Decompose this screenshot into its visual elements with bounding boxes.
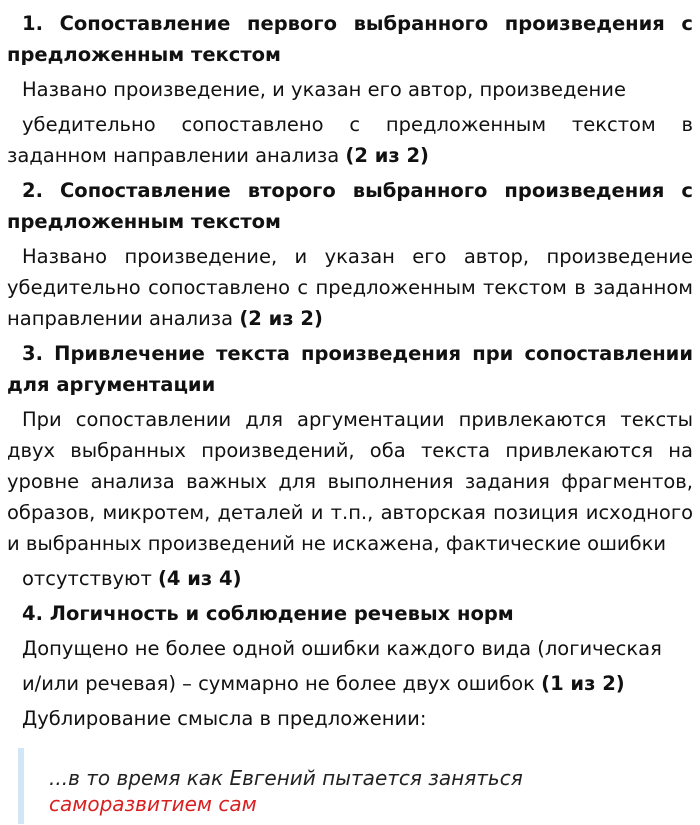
criterion-1-title: 1. Сопоставление первого выбранного произведения с предложенным текстом <box>7 12 693 66</box>
criterion-2-paragraph <box>7 241 693 334</box>
assessment-document <box>7 8 693 738</box>
criterion-3-title: 3. Привлечение текста произведения при сопоставлении для аргументации <box>7 342 693 396</box>
criterion-4-text: и/или речевая) – суммарно не более двух ошибок <box>22 672 535 695</box>
criterion-1-text: убедительно сопоставлено с предложенным текстом в заданном направлении анализа <box>7 113 693 167</box>
criterion-1-score: (2 из 2) <box>345 144 429 167</box>
criterion-2-score: (2 из 2) <box>239 307 323 330</box>
quote-text: ...в то время как Евгений пытается заняться <box>49 766 523 790</box>
criterion-4-score: (1 из 2) <box>541 672 625 695</box>
quote-highlight: саморазвитием сам <box>49 792 257 816</box>
criterion-3-tail <box>7 563 693 594</box>
criterion-1-text-line-1: Названо произведение, и указан его автор, произведение <box>22 78 626 101</box>
criterion-3-tail-text: отсутствуют <box>22 567 152 590</box>
criterion-1-text-line-2 <box>7 109 693 171</box>
error-note-label: Дублирование смысла в предложении: <box>22 707 427 730</box>
quote-block <box>18 748 678 824</box>
criterion-3-score: (4 из 4) <box>158 567 242 590</box>
criterion-4-text-line-2 <box>7 668 693 699</box>
criterion-4-text-line-1: Допущено не более одной ошибки каждого вида (логическая <box>22 637 662 660</box>
criterion-2-text: Названо произведение, и указан его автор, произведение убедительно сопоставлено с предложенным текстом в заданном направлении анализа <box>7 245 693 330</box>
criterion-2-title: 2. Сопоставление второго выбранного произведения с предложенным текстом <box>7 179 693 233</box>
criterion-4-title: 4. Логичность и соблюдение речевых норм <box>22 602 514 625</box>
criterion-3-text: При сопоставлении для аргументации привлекаются тексты двух выбранных произведений, оба текста привлекаются на уровне анализа важных для выполнения задания фрагментов, образов, микротем, деталей и т.п., авторская позиция исходного и выбранных произведений не искажена, фактические ошибки <box>7 408 693 555</box>
